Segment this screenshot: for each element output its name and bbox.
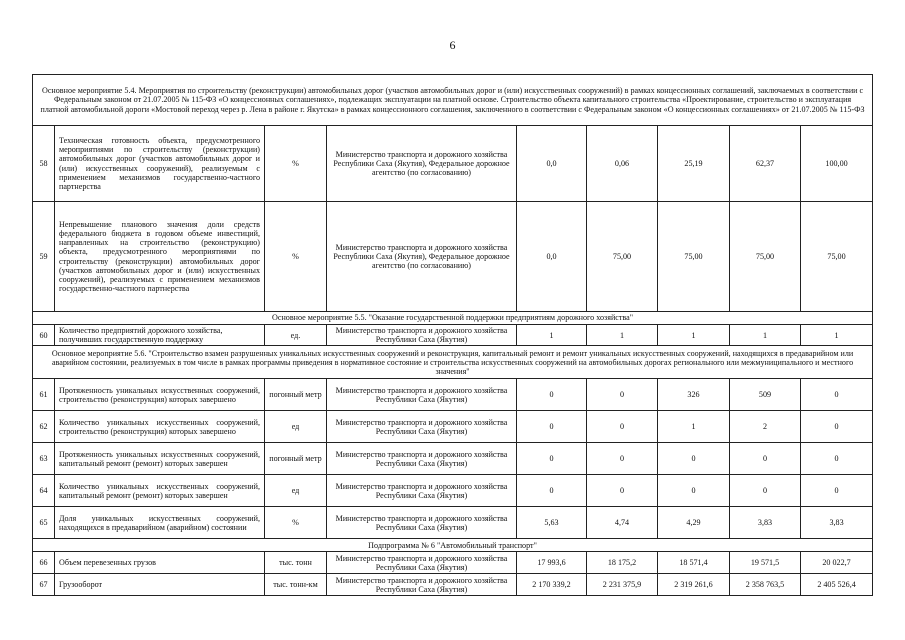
value-cell: 0,06 xyxy=(587,126,658,202)
value-cell: 0 xyxy=(801,443,873,475)
value-cell: 2 170 339,2 xyxy=(517,574,587,596)
indicator-name: Доля уникальных искусственных сооружений, находящихся в предаварийном (аварийном) состоянии xyxy=(55,507,265,539)
unit-cell: % xyxy=(265,202,327,312)
responsible-cell: Министерство транспорта и дорожного хозяйства Республики Саха (Якутия), Федеральное дорожное агентство (по согласованию) xyxy=(327,126,517,202)
value-cell: 20 022,7 xyxy=(801,552,873,574)
table-row xyxy=(33,507,873,539)
responsible-cell: Министерство транспорта и дорожного хозяйства Республики Саха (Якутия) xyxy=(327,574,517,596)
table-row xyxy=(33,552,873,574)
value-cell: 0 xyxy=(587,379,658,411)
unit-cell: тыс. тонн-км xyxy=(265,574,327,596)
value-cell: 3,83 xyxy=(801,507,873,539)
indicators-table xyxy=(32,74,873,596)
table-row xyxy=(33,379,873,411)
value-cell: 0 xyxy=(730,475,801,507)
indicator-name: Количество уникальных искусственных сооружений, строительство (реконструкция) которых завершено xyxy=(55,411,265,443)
unit-cell: ед. xyxy=(265,325,327,346)
section-5-6-title: Основное мероприятие 5.6. "Строительство взамен разрушенных уникальных искусственных сооружений и реконструкция, капитальный ремонт и ремонт уникальных искусственных сооружений, находящихся в предаварийном или аварийном состоянии, реализуемых в том числе в рамках программы приведения в нормативное состояние и строительства искусственных сооружений на автомобильных дорогах регионального или межмуниципального и местного значения" xyxy=(33,346,873,379)
unit-cell: ед xyxy=(265,411,327,443)
indicator-name: Количество предприятий дорожного хозяйства, получивших государственную поддержку xyxy=(55,325,265,346)
value-cell: 75,00 xyxy=(801,202,873,312)
row-number: 61 xyxy=(33,379,55,411)
value-cell: 3,83 xyxy=(730,507,801,539)
row-number: 62 xyxy=(33,411,55,443)
row-number: 67 xyxy=(33,574,55,596)
responsible-cell: Министерство транспорта и дорожного хозяйства Республики Саха (Якутия), Федеральное дорожное агентство (по согласованию) xyxy=(327,202,517,312)
value-cell: 4,29 xyxy=(658,507,730,539)
responsible-cell: Министерство транспорта и дорожного хозяйства Республики Саха (Якутия) xyxy=(327,507,517,539)
indicator-name: Протяженность уникальных искусственных сооружений, строительство (реконструкция) которых завершено xyxy=(55,379,265,411)
value-cell: 0 xyxy=(801,411,873,443)
value-cell: 75,00 xyxy=(587,202,658,312)
indicator-name: Объем перевезенных грузов xyxy=(55,552,265,574)
table-row xyxy=(33,475,873,507)
responsible-cell: Министерство транспорта и дорожного хозяйства Республики Саха (Якутия) xyxy=(327,379,517,411)
value-cell: 1 xyxy=(517,325,587,346)
responsible-cell: Министерство транспорта и дорожного хозяйства Республики Саха (Якутия) xyxy=(327,325,517,346)
value-cell: 25,19 xyxy=(658,126,730,202)
subprogram-6-title: Подпрограмма № 6 "Автомобильный транспорт" xyxy=(33,539,873,552)
value-cell: 2 231 375,9 xyxy=(587,574,658,596)
responsible-cell: Министерство транспорта и дорожного хозяйства Республики Саха (Якутия) xyxy=(327,443,517,475)
value-cell: 0,0 xyxy=(517,126,587,202)
page-number: 6 xyxy=(449,38,456,52)
table-row xyxy=(33,325,873,346)
table-row xyxy=(33,574,873,596)
value-cell: 1 xyxy=(658,325,730,346)
value-cell: 0 xyxy=(517,379,587,411)
value-cell: 0,0 xyxy=(517,202,587,312)
responsible-cell: Министерство транспорта и дорожного хозяйства Республики Саха (Якутия) xyxy=(327,552,517,574)
unit-cell: тыс. тонн xyxy=(265,552,327,574)
table-row xyxy=(33,443,873,475)
indicator-name: Количество уникальных искусственных сооружений, капитальный ремонт (ремонт) которых завершен xyxy=(55,475,265,507)
value-cell: 75,00 xyxy=(730,202,801,312)
value-cell: 62,37 xyxy=(730,126,801,202)
indicator-name: Грузооборот xyxy=(55,574,265,596)
indicator-name: Протяженность уникальных искусственных сооружений, капитальный ремонт (ремонт) которых завершен xyxy=(55,443,265,475)
row-number: 63 xyxy=(33,443,55,475)
table-row xyxy=(33,411,873,443)
value-cell: 509 xyxy=(730,379,801,411)
value-cell: 0 xyxy=(587,411,658,443)
value-cell: 19 571,5 xyxy=(730,552,801,574)
unit-cell: погонный метр xyxy=(265,379,327,411)
unit-cell: ед xyxy=(265,475,327,507)
row-number: 59 xyxy=(33,202,55,312)
unit-cell: % xyxy=(265,507,327,539)
value-cell: 0 xyxy=(801,379,873,411)
section-5-5-title: Основное мероприятие 5.5. "Оказание государственной поддержки предприятиям дорожного хозяйства" xyxy=(33,312,873,325)
section-5-4-title: Основное мероприятие 5.4. Мероприятия по строительству (реконструкции) автомобильных дорог (участков автомобильных дорог и (или) искусственных сооружений) в рамках концессионных соглашений, заключаемых в соответствии с Федеральным законом от 21.07.2005 № 115-ФЗ «О концессионных соглашениях», подлежащих эксплуатации на платной основе. Строительство объекта капитального строительства «Проектирование, строительство и эксплуатация платной автомобильной дороги «Мостовой переход через р. Лена в районе г. Якутска» в рамках концессионного соглашения, заключенного в соответствии с Федеральным законом «О концессионных соглашениях» от 21.07.2005 № 115-ФЗ xyxy=(33,75,873,126)
value-cell: 326 xyxy=(658,379,730,411)
section-header-row xyxy=(33,539,873,552)
row-number: 66 xyxy=(33,552,55,574)
value-cell: 0 xyxy=(658,443,730,475)
value-cell: 0 xyxy=(801,475,873,507)
responsible-cell: Министерство транспорта и дорожного хозяйства Республики Саха (Якутия) xyxy=(327,411,517,443)
value-cell: 2 319 261,6 xyxy=(658,574,730,596)
value-cell: 18 175,2 xyxy=(587,552,658,574)
value-cell: 4,74 xyxy=(587,507,658,539)
table-row xyxy=(33,126,873,202)
value-cell: 0 xyxy=(517,411,587,443)
section-header-row xyxy=(33,346,873,379)
row-number: 60 xyxy=(33,325,55,346)
value-cell: 0 xyxy=(587,443,658,475)
unit-cell: % xyxy=(265,126,327,202)
row-number: 65 xyxy=(33,507,55,539)
value-cell: 5,63 xyxy=(517,507,587,539)
value-cell: 0 xyxy=(730,443,801,475)
value-cell: 1 xyxy=(658,411,730,443)
row-number: 64 xyxy=(33,475,55,507)
value-cell: 17 993,6 xyxy=(517,552,587,574)
value-cell: 100,00 xyxy=(801,126,873,202)
value-cell: 2 358 763,5 xyxy=(730,574,801,596)
value-cell: 75,00 xyxy=(658,202,730,312)
value-cell: 2 xyxy=(730,411,801,443)
responsible-cell: Министерство транспорта и дорожного хозяйства Республики Саха (Якутия) xyxy=(327,475,517,507)
value-cell: 2 405 526,4 xyxy=(801,574,873,596)
section-header-row xyxy=(33,312,873,325)
value-cell: 0 xyxy=(517,443,587,475)
value-cell: 1 xyxy=(587,325,658,346)
indicator-name: Техническая готовность объекта, предусмотренного мероприятиями по строительству (реконструкции) автомобильных дорог (участков автомобильных дорог и (или) искусственных сооружений), реализуемым с применением механизмов государственно-частного партнерства xyxy=(55,126,265,202)
value-cell: 1 xyxy=(801,325,873,346)
unit-cell: погонный метр xyxy=(265,443,327,475)
value-cell: 0 xyxy=(517,475,587,507)
section-header-row xyxy=(33,75,873,126)
table-row xyxy=(33,202,873,312)
row-number: 58 xyxy=(33,126,55,202)
indicator-name: Непревышение планового значения доли средств федерального бюджета в годовом объеме инвестиций, направленных на строительство (реконструкцию) объекта, предусмотренного мероприятиями по строительству (реконструкции) автомобильных дорог (участков автомобильных дорог и (или) искусственных сооружений), реализуемых с применением механизмов государственно-частного партнерства xyxy=(55,202,265,312)
value-cell: 18 571,4 xyxy=(658,552,730,574)
value-cell: 0 xyxy=(587,475,658,507)
value-cell: 0 xyxy=(658,475,730,507)
value-cell: 1 xyxy=(730,325,801,346)
